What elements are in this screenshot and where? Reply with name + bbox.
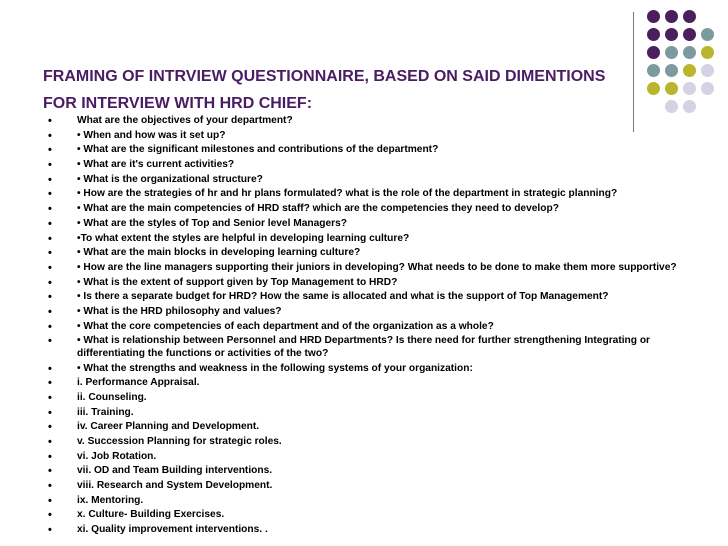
bullet-icon: • xyxy=(48,320,52,333)
list-item-text: viii. Research and System Development. xyxy=(77,480,273,491)
bullet-icon: • xyxy=(48,335,52,348)
list-item-text: iv. Career Planning and Development. xyxy=(77,421,260,433)
bullet-icon: • xyxy=(48,435,52,448)
vertical-divider xyxy=(633,12,634,132)
title-line-1: FRAMING OF INTRVIEW QUESTIONNAIRE, BASED ON SAID DIMENTIONS xyxy=(43,68,606,85)
bullet-icon: • xyxy=(48,494,52,507)
list-item-text: • What the core competencies of each department and of the organization as a whole? xyxy=(77,320,494,332)
list-item xyxy=(0,321,677,334)
list-item-text: • What are the main blocks in developing learning culture? xyxy=(77,247,361,259)
list-item xyxy=(0,233,677,246)
bullet-icon: • xyxy=(48,115,52,127)
list-item xyxy=(0,188,677,201)
bullet-icon: • xyxy=(48,421,52,434)
list-item-text: • When and how was it set up? xyxy=(77,129,226,141)
list-item xyxy=(0,203,677,216)
list-item-text: • What are it's current activities? xyxy=(77,159,235,171)
decorative-dot xyxy=(647,28,660,41)
list-item-text: • What is the organizational structure? xyxy=(77,173,263,185)
bullet-icon: • xyxy=(48,291,52,304)
list-item-text: • What are the significant milestones and contributions of the department? xyxy=(77,144,439,156)
decorative-dot xyxy=(665,64,678,77)
bullet-icon: • xyxy=(48,173,52,186)
bullet-icon: • xyxy=(48,406,52,419)
list-item-text: • What is the extent of support given by Top Management to HRD? xyxy=(77,276,398,288)
bullet-icon: • xyxy=(48,261,52,274)
list-item-text: • How are the line managers supporting their juniors in developing? What needs to be done to make them more supportive? xyxy=(77,261,677,273)
list-item-text: vii. OD and Team Building interventions. xyxy=(77,465,273,477)
slide-title xyxy=(43,63,628,117)
bullet-icon: • xyxy=(48,480,52,492)
decorative-dot xyxy=(647,82,660,95)
list-item-text: • What is the HRD philosophy and values? xyxy=(77,305,282,317)
list-item-text: ii. Counseling. xyxy=(77,391,147,403)
decorative-dot xyxy=(665,10,678,23)
decorative-dot xyxy=(683,82,696,95)
bullet-icon: • xyxy=(48,188,52,201)
bullet-icon: • xyxy=(48,524,52,537)
bullet-icon: • xyxy=(48,276,52,289)
list-item-text: What are the objectives of your department? xyxy=(77,115,293,126)
list-item-text: xi. Quality improvement interventions. . xyxy=(77,524,268,536)
bullet-icon: • xyxy=(48,217,52,230)
list-item xyxy=(0,130,677,143)
list-item-text: vi. Job Rotation. xyxy=(77,450,157,462)
bullet-icon: • xyxy=(48,305,52,318)
decorative-dot xyxy=(701,28,714,41)
decorative-dot xyxy=(665,28,678,41)
bullet-icon: • xyxy=(48,362,52,375)
decorative-dot xyxy=(647,64,660,77)
bullet-icon: • xyxy=(48,450,52,463)
list-item xyxy=(0,262,677,275)
decorative-dot xyxy=(665,82,678,95)
list-item xyxy=(0,363,677,376)
bullet-icon: • xyxy=(48,159,52,172)
title-line-2: FOR INTERVIEW WITH HRD CHIEF: xyxy=(43,95,313,112)
list-item xyxy=(0,218,677,231)
list-item-text: • How are the strategies of hr and hr plans formulated? what is the role of the department in strategic planning? xyxy=(77,188,618,200)
list-item-text: • What the strengths and weakness in the following systems of your organization: xyxy=(77,362,473,374)
list-item-text: • Is there a separate budget for HRD? How the same is allocated and what is the support of Top Management? xyxy=(77,291,609,303)
list-item xyxy=(0,524,677,537)
list-item-text: ix. Mentoring. xyxy=(77,494,144,506)
decorative-dot xyxy=(683,28,696,41)
list-item-text: •To what extent the styles are helpful in developing learning culture? xyxy=(77,232,410,244)
list-item xyxy=(0,306,677,319)
decorative-dot xyxy=(683,100,696,113)
list-item xyxy=(0,291,677,304)
bullet-icon: • xyxy=(48,232,52,245)
list-item-text: x. Culture- Building Exercises. xyxy=(77,509,225,521)
decorative-dot xyxy=(701,82,714,95)
list-item xyxy=(0,335,677,360)
list-item xyxy=(0,480,677,493)
list-item xyxy=(0,159,677,172)
list-item xyxy=(0,174,677,187)
bullet-icon: • xyxy=(48,377,52,390)
bullet-icon: • xyxy=(48,144,52,157)
decorative-dot xyxy=(701,64,714,77)
list-item xyxy=(0,495,677,508)
decorative-dot xyxy=(665,46,678,59)
bullet-icon: • xyxy=(48,391,52,404)
list-item xyxy=(0,407,677,420)
decorative-dot xyxy=(665,100,678,113)
decorative-dot xyxy=(683,46,696,59)
list-item-text: • What are the styles of Top and Senior level Managers? xyxy=(77,217,348,229)
list-item xyxy=(0,115,677,128)
bullet-icon: • xyxy=(48,203,52,216)
list-item xyxy=(0,421,677,434)
decorative-dot xyxy=(701,46,714,59)
bullet-icon: • xyxy=(48,465,52,478)
list-item xyxy=(0,144,677,157)
list-item xyxy=(0,247,677,260)
decorative-dot xyxy=(683,10,696,23)
list-item-text: • What are the main competencies of HRD staff? which are the competencies they need to develop? xyxy=(77,203,559,215)
list-item xyxy=(0,392,677,405)
list-item-text: • What is relationship between Personnel and HRD Departments? Is there need for further strengthening Integrating or differentiating the functions or activities of the two? xyxy=(77,335,651,359)
question-list xyxy=(0,115,677,539)
bullet-icon: • xyxy=(48,247,52,260)
list-item-text: v. Succession Planning for strategic roles. xyxy=(77,435,282,447)
list-item xyxy=(0,509,677,522)
list-item-text: i. Performance Appraisal. xyxy=(77,377,200,389)
list-item-text: iii. Training. xyxy=(77,406,134,418)
list-item xyxy=(0,436,677,449)
list-item xyxy=(0,377,677,390)
bullet-icon: • xyxy=(48,129,52,142)
decorative-dot xyxy=(683,64,696,77)
bullet-icon: • xyxy=(48,509,52,522)
decorative-dot xyxy=(647,46,660,59)
decorative-dot xyxy=(647,10,660,23)
decorative-dots xyxy=(647,10,723,120)
list-item xyxy=(0,465,677,478)
list-item xyxy=(0,451,677,464)
list-item xyxy=(0,277,677,290)
